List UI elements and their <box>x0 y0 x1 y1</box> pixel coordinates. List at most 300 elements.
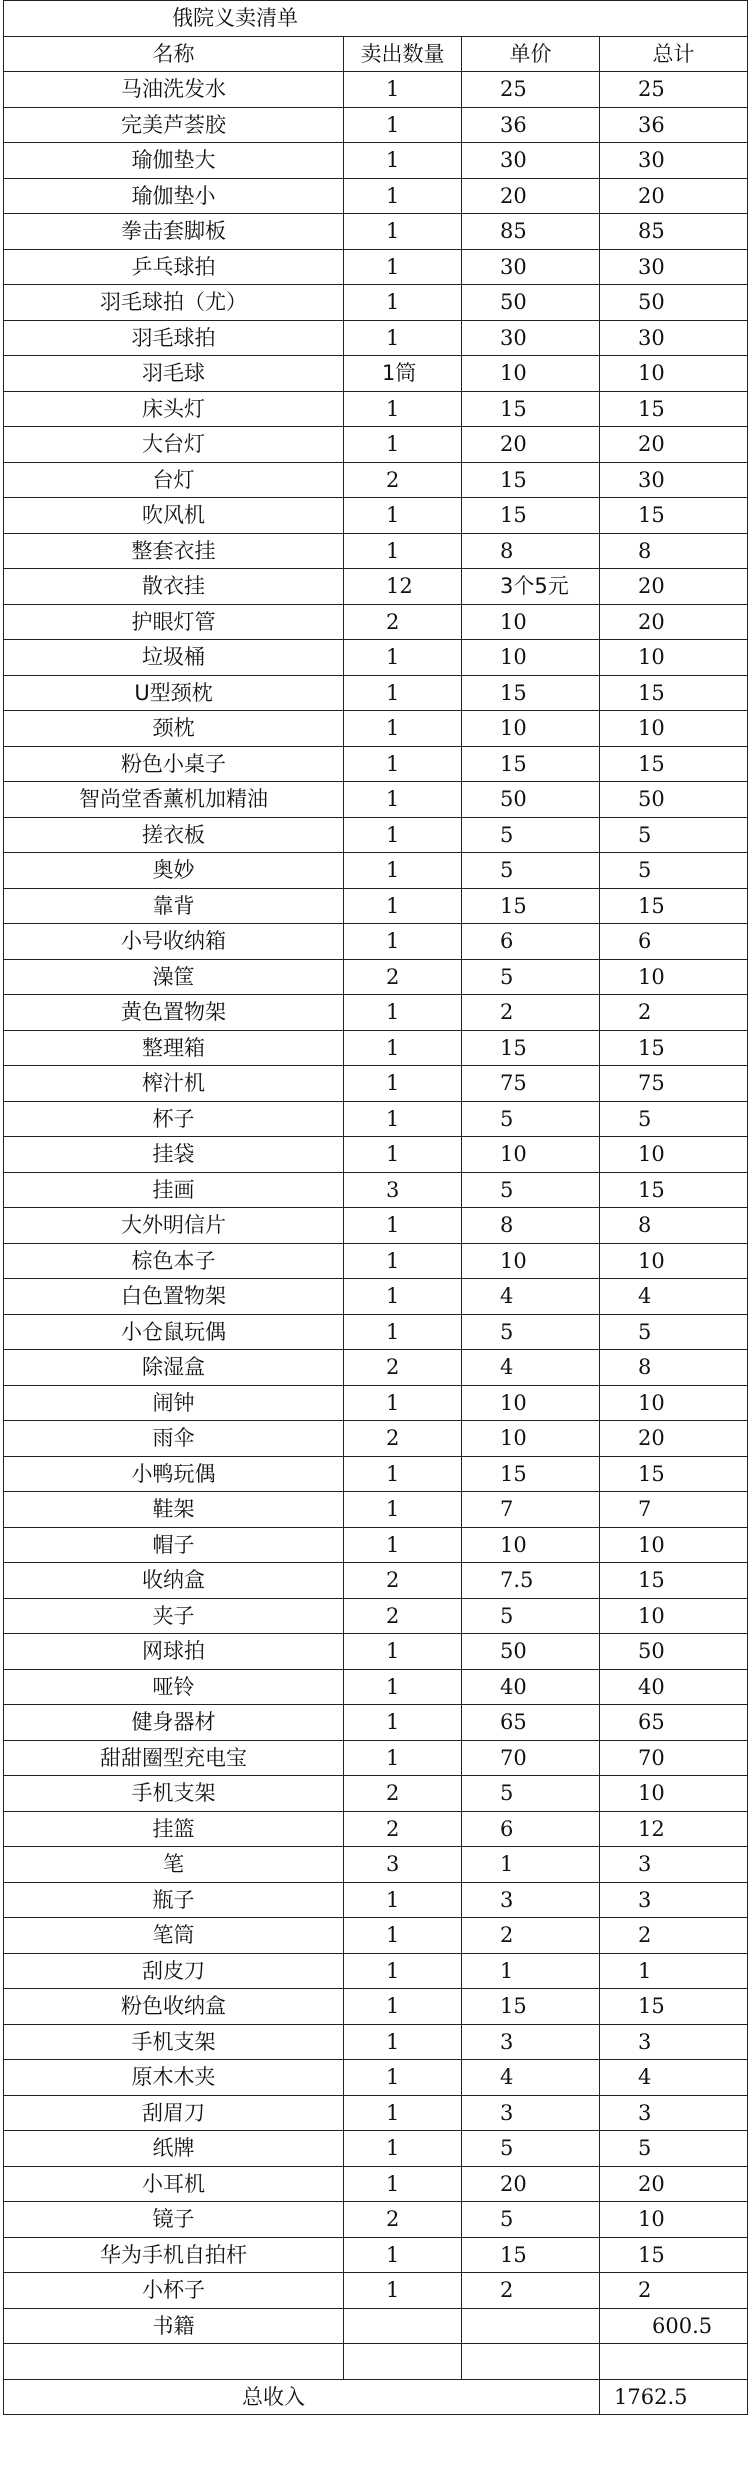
item-name: 棕色本子 <box>4 1243 344 1279</box>
table-row <box>4 1740 748 1776</box>
item-total: 2 <box>600 1918 748 1954</box>
item-unit-price: 1 <box>462 1953 600 1989</box>
item-total: 10 <box>600 640 748 676</box>
table-row <box>4 143 748 179</box>
item-quantity: 1 <box>344 2166 462 2202</box>
item-name: 健身器材 <box>4 1705 344 1741</box>
item-quantity: 2 <box>344 1598 462 1634</box>
item-total: 8 <box>600 1208 748 1244</box>
table-row <box>4 1527 748 1563</box>
item-total: 5 <box>600 817 748 853</box>
item-unit-price: 5 <box>462 1172 600 1208</box>
item-total: 25 <box>600 72 748 108</box>
item-total: 6 <box>600 924 748 960</box>
item-name: 羽毛球拍 <box>4 320 344 356</box>
summary-row <box>4 2379 748 2415</box>
item-unit-price: 75 <box>462 1066 600 1102</box>
table-row <box>4 2060 748 2096</box>
item-total: 8 <box>600 533 748 569</box>
item-total: 15 <box>600 1456 748 1492</box>
table-row <box>4 462 748 498</box>
item-unit-price: 5 <box>462 853 600 889</box>
item-name: 闹钟 <box>4 1385 344 1421</box>
item-name: 除湿盒 <box>4 1350 344 1386</box>
books-name: 书籍 <box>4 2308 344 2344</box>
item-total: 30 <box>600 143 748 179</box>
item-total: 3 <box>600 2024 748 2060</box>
item-quantity: 1 <box>344 391 462 427</box>
item-quantity: 1 <box>344 1705 462 1741</box>
item-unit-price: 10 <box>462 1527 600 1563</box>
item-total: 20 <box>600 2166 748 2202</box>
table-row <box>4 285 748 321</box>
table-row <box>4 214 748 250</box>
item-total: 7 <box>600 1492 748 1528</box>
item-unit-price: 15 <box>462 1030 600 1066</box>
item-name: 华为手机自拍杆 <box>4 2237 344 2273</box>
item-total: 5 <box>600 853 748 889</box>
item-quantity: 1 <box>344 1208 462 1244</box>
item-quantity: 1 <box>344 675 462 711</box>
item-total: 10 <box>600 711 748 747</box>
item-unit-price: 5 <box>462 1598 600 1634</box>
item-unit-price: 5 <box>462 1314 600 1350</box>
item-unit-price: 4 <box>462 1350 600 1386</box>
item-quantity: 1 <box>344 1030 462 1066</box>
item-unit-price: 3 <box>462 2024 600 2060</box>
item-quantity: 1 <box>344 1527 462 1563</box>
item-name: 笔筒 <box>4 1918 344 1954</box>
item-name: 完美芦荟胶 <box>4 107 344 143</box>
item-total: 15 <box>600 498 748 534</box>
item-quantity: 1 <box>344 1918 462 1954</box>
item-name: 榨汁机 <box>4 1066 344 1102</box>
item-total: 15 <box>600 1172 748 1208</box>
item-unit-price: 3 <box>462 2095 600 2131</box>
item-total: 2 <box>600 2273 748 2309</box>
item-name: 原木木夹 <box>4 2060 344 2096</box>
item-quantity: 1 <box>344 1137 462 1173</box>
item-unit-price: 20 <box>462 2166 600 2202</box>
header-unit-price: 单价 <box>462 36 600 72</box>
item-total: 12 <box>600 1811 748 1847</box>
item-total: 3 <box>600 2095 748 2131</box>
item-unit-price: 1 <box>462 1847 600 1883</box>
header-name: 名称 <box>4 36 344 72</box>
table-row <box>4 1137 748 1173</box>
item-quantity: 1 <box>344 320 462 356</box>
table-row <box>4 1918 748 1954</box>
table-row <box>4 2273 748 2309</box>
table-row <box>4 569 748 605</box>
item-quantity: 2 <box>344 1776 462 1812</box>
books-price-cell <box>462 2308 600 2344</box>
item-quantity: 1 <box>344 2237 462 2273</box>
item-quantity: 1 <box>344 72 462 108</box>
item-name: 镜子 <box>4 2202 344 2238</box>
item-name: 床头灯 <box>4 391 344 427</box>
item-unit-price: 5 <box>462 1776 600 1812</box>
item-quantity: 1 <box>344 214 462 250</box>
item-unit-price: 30 <box>462 249 600 285</box>
table-row <box>4 995 748 1031</box>
item-name: 澡筐 <box>4 959 344 995</box>
item-unit-price: 15 <box>462 746 600 782</box>
sheet-title: 俄院义卖清单 <box>4 1 748 37</box>
item-name: 甜甜圈型充电宝 <box>4 1740 344 1776</box>
table-row <box>4 320 748 356</box>
item-name: 刮皮刀 <box>4 1953 344 1989</box>
item-quantity: 1 <box>344 746 462 782</box>
item-total: 5 <box>600 2131 748 2167</box>
item-unit-price: 6 <box>462 1811 600 1847</box>
item-unit-price: 30 <box>462 143 600 179</box>
item-total: 20 <box>600 427 748 463</box>
item-quantity: 1 <box>344 1492 462 1528</box>
item-name: 奥妙 <box>4 853 344 889</box>
blank-row <box>4 2344 748 2380</box>
item-name: 羽毛球拍（尤） <box>4 285 344 321</box>
item-total: 70 <box>600 1740 748 1776</box>
item-quantity: 1 <box>344 782 462 818</box>
header-quantity: 卖出数量 <box>344 36 462 72</box>
item-unit-price: 8 <box>462 1208 600 1244</box>
item-name: 刮眉刀 <box>4 2095 344 2131</box>
item-unit-price: 25 <box>462 72 600 108</box>
item-name: 收纳盒 <box>4 1563 344 1599</box>
blank-cell <box>462 2344 600 2380</box>
item-unit-price: 15 <box>462 2237 600 2273</box>
total-income-label: 总收入 <box>4 2379 600 2415</box>
item-total: 5 <box>600 1314 748 1350</box>
item-total: 10 <box>600 1598 748 1634</box>
item-total: 10 <box>600 2202 748 2238</box>
total-income-value: 1762.5 <box>600 2379 748 2415</box>
item-quantity: 1 <box>344 533 462 569</box>
item-total: 15 <box>600 1030 748 1066</box>
item-unit-price: 5 <box>462 2131 600 2167</box>
item-unit-price: 3个5元 <box>462 569 600 605</box>
item-name: 拳击套脚板 <box>4 214 344 250</box>
item-total: 5 <box>600 1101 748 1137</box>
item-total: 10 <box>600 1527 748 1563</box>
item-unit-price: 4 <box>462 2060 600 2096</box>
table-row <box>4 249 748 285</box>
item-quantity: 1 <box>344 1279 462 1315</box>
blank-cell <box>344 2344 462 2380</box>
item-name: 颈枕 <box>4 711 344 747</box>
item-name: 手机支架 <box>4 2024 344 2060</box>
item-quantity: 1 <box>344 1385 462 1421</box>
table-row <box>4 1953 748 1989</box>
item-total: 15 <box>600 746 748 782</box>
item-total: 15 <box>600 1989 748 2025</box>
table-row <box>4 604 748 640</box>
item-unit-price: 5 <box>462 817 600 853</box>
item-quantity: 1 <box>344 2060 462 2096</box>
item-name: 小鸭玩偶 <box>4 1456 344 1492</box>
table-row <box>4 1989 748 2025</box>
item-quantity: 2 <box>344 1421 462 1457</box>
table-row <box>4 1634 748 1670</box>
item-unit-price: 15 <box>462 888 600 924</box>
item-name: 垃圾桶 <box>4 640 344 676</box>
item-quantity: 1 <box>344 711 462 747</box>
item-name: 纸牌 <box>4 2131 344 2167</box>
item-unit-price: 10 <box>462 1385 600 1421</box>
item-unit-price: 40 <box>462 1669 600 1705</box>
books-total: 600.5 <box>600 2308 748 2344</box>
item-total: 10 <box>600 1385 748 1421</box>
item-name: 羽毛球 <box>4 356 344 392</box>
item-quantity: 1 <box>344 2273 462 2309</box>
sale-list-body <box>4 1 748 2415</box>
item-name: 整套衣挂 <box>4 533 344 569</box>
table-row <box>4 782 748 818</box>
item-total: 15 <box>600 391 748 427</box>
item-unit-price: 5 <box>462 1101 600 1137</box>
item-total: 20 <box>600 1421 748 1457</box>
table-row <box>4 1598 748 1634</box>
item-name: 小杯子 <box>4 2273 344 2309</box>
item-name: 哑铃 <box>4 1669 344 1705</box>
item-quantity: 1 <box>344 143 462 179</box>
item-name: 乒乓球拍 <box>4 249 344 285</box>
table-row <box>4 2024 748 2060</box>
table-row <box>4 1456 748 1492</box>
table-row <box>4 640 748 676</box>
item-quantity: 1 <box>344 888 462 924</box>
table-row <box>4 1385 748 1421</box>
item-unit-price: 36 <box>462 107 600 143</box>
item-unit-price: 20 <box>462 427 600 463</box>
table-row <box>4 2202 748 2238</box>
item-total: 4 <box>600 2060 748 2096</box>
item-name: 瓶子 <box>4 1882 344 1918</box>
table-row <box>4 675 748 711</box>
item-unit-price: 85 <box>462 214 600 250</box>
item-quantity: 1筒 <box>344 356 462 392</box>
item-unit-price: 2 <box>462 2273 600 2309</box>
item-name: 小号收纳箱 <box>4 924 344 960</box>
item-name: 整理箱 <box>4 1030 344 1066</box>
table-row <box>4 1563 748 1599</box>
item-unit-price: 10 <box>462 1137 600 1173</box>
item-quantity: 1 <box>344 107 462 143</box>
item-quantity: 1 <box>344 1101 462 1137</box>
table-row <box>4 1314 748 1350</box>
item-quantity: 1 <box>344 1882 462 1918</box>
item-total: 40 <box>600 1669 748 1705</box>
item-unit-price: 7.5 <box>462 1563 600 1599</box>
table-row <box>4 533 748 569</box>
item-unit-price: 5 <box>462 2202 600 2238</box>
item-unit-price: 3 <box>462 1882 600 1918</box>
item-quantity: 2 <box>344 462 462 498</box>
item-name: U型颈枕 <box>4 675 344 711</box>
books-quantity-cell <box>344 2308 462 2344</box>
item-unit-price: 15 <box>462 1989 600 2025</box>
item-unit-price: 50 <box>462 1634 600 1670</box>
item-quantity: 12 <box>344 569 462 605</box>
table-row <box>4 107 748 143</box>
item-name: 智尚堂香薰机加精油 <box>4 782 344 818</box>
item-name: 帽子 <box>4 1527 344 1563</box>
item-quantity: 1 <box>344 2131 462 2167</box>
item-name: 台灯 <box>4 462 344 498</box>
item-total: 75 <box>600 1066 748 1102</box>
books-row <box>4 2308 748 2344</box>
table-row <box>4 1421 748 1457</box>
item-unit-price: 10 <box>462 356 600 392</box>
item-total: 50 <box>600 782 748 818</box>
item-quantity: 1 <box>344 1669 462 1705</box>
item-unit-price: 10 <box>462 604 600 640</box>
item-quantity: 1 <box>344 498 462 534</box>
item-quantity: 1 <box>344 853 462 889</box>
item-total: 10 <box>600 1137 748 1173</box>
table-row <box>4 1243 748 1279</box>
item-total: 15 <box>600 888 748 924</box>
table-row <box>4 2237 748 2273</box>
table-row <box>4 1172 748 1208</box>
item-quantity: 1 <box>344 427 462 463</box>
item-unit-price: 2 <box>462 995 600 1031</box>
item-quantity: 1 <box>344 1456 462 1492</box>
table-row <box>4 1847 748 1883</box>
item-unit-price: 10 <box>462 1243 600 1279</box>
item-name: 靠背 <box>4 888 344 924</box>
item-total: 15 <box>600 1563 748 1599</box>
table-row <box>4 2095 748 2131</box>
item-name: 马油洗发水 <box>4 72 344 108</box>
item-quantity: 1 <box>344 2024 462 2060</box>
item-total: 20 <box>600 569 748 605</box>
sale-list-table <box>3 0 748 2415</box>
item-total: 8 <box>600 1350 748 1386</box>
item-total: 2 <box>600 995 748 1031</box>
item-name: 手机支架 <box>4 1776 344 1812</box>
item-quantity: 1 <box>344 1243 462 1279</box>
item-name: 吹风机 <box>4 498 344 534</box>
item-name: 护眼灯管 <box>4 604 344 640</box>
item-name: 黄色置物架 <box>4 995 344 1031</box>
item-quantity: 1 <box>344 249 462 285</box>
table-row <box>4 1882 748 1918</box>
item-quantity: 1 <box>344 1989 462 2025</box>
item-name: 粉色小桌子 <box>4 746 344 782</box>
table-row <box>4 498 748 534</box>
item-quantity: 3 <box>344 1172 462 1208</box>
table-row <box>4 2131 748 2167</box>
item-name: 鞋架 <box>4 1492 344 1528</box>
item-unit-price: 5 <box>462 959 600 995</box>
item-quantity: 2 <box>344 1350 462 1386</box>
item-total: 65 <box>600 1705 748 1741</box>
sale-list-sheet <box>3 0 747 2415</box>
table-row <box>4 72 748 108</box>
item-quantity: 1 <box>344 285 462 321</box>
header-row <box>4 36 748 72</box>
table-row <box>4 1208 748 1244</box>
table-row <box>4 427 748 463</box>
table-row <box>4 1279 748 1315</box>
item-total: 30 <box>600 249 748 285</box>
table-row <box>4 1776 748 1812</box>
item-quantity: 3 <box>344 1847 462 1883</box>
item-name: 夹子 <box>4 1598 344 1634</box>
item-quantity: 2 <box>344 604 462 640</box>
table-row <box>4 711 748 747</box>
item-unit-price: 20 <box>462 178 600 214</box>
table-row <box>4 959 748 995</box>
item-total: 20 <box>600 178 748 214</box>
item-total: 36 <box>600 107 748 143</box>
blank-cell <box>4 2344 344 2380</box>
table-row <box>4 2166 748 2202</box>
item-total: 20 <box>600 604 748 640</box>
item-name: 小仓鼠玩偶 <box>4 1314 344 1350</box>
item-quantity: 1 <box>344 817 462 853</box>
table-row <box>4 178 748 214</box>
item-unit-price: 10 <box>462 711 600 747</box>
item-unit-price: 70 <box>462 1740 600 1776</box>
item-unit-price: 15 <box>462 1456 600 1492</box>
title-row <box>4 1 748 37</box>
item-total: 10 <box>600 1776 748 1812</box>
item-unit-price: 8 <box>462 533 600 569</box>
item-quantity: 1 <box>344 1634 462 1670</box>
item-unit-price: 10 <box>462 640 600 676</box>
item-total: 10 <box>600 959 748 995</box>
item-unit-price: 15 <box>462 462 600 498</box>
table-row <box>4 888 748 924</box>
table-row <box>4 1350 748 1386</box>
item-quantity: 2 <box>344 2202 462 2238</box>
table-row <box>4 1492 748 1528</box>
table-row <box>4 1030 748 1066</box>
item-unit-price: 15 <box>462 391 600 427</box>
item-unit-price: 50 <box>462 782 600 818</box>
item-name: 挂画 <box>4 1172 344 1208</box>
item-total: 3 <box>600 1847 748 1883</box>
table-row <box>4 391 748 427</box>
item-quantity: 2 <box>344 1811 462 1847</box>
item-quantity: 2 <box>344 1563 462 1599</box>
item-name: 挂篮 <box>4 1811 344 1847</box>
item-unit-price: 2 <box>462 1918 600 1954</box>
item-name: 杯子 <box>4 1101 344 1137</box>
item-total: 10 <box>600 356 748 392</box>
item-total: 15 <box>600 675 748 711</box>
item-total: 50 <box>600 1634 748 1670</box>
item-unit-price: 65 <box>462 1705 600 1741</box>
item-unit-price: 15 <box>462 498 600 534</box>
item-name: 散衣挂 <box>4 569 344 605</box>
blank-cell <box>600 2344 748 2380</box>
item-total: 30 <box>600 320 748 356</box>
item-total: 1 <box>600 1953 748 1989</box>
item-unit-price: 6 <box>462 924 600 960</box>
item-quantity: 2 <box>344 959 462 995</box>
table-row <box>4 924 748 960</box>
item-name: 粉色收纳盒 <box>4 1989 344 2025</box>
item-total: 15 <box>600 2237 748 2273</box>
item-unit-price: 4 <box>462 1279 600 1315</box>
item-name: 大台灯 <box>4 427 344 463</box>
item-quantity: 1 <box>344 1740 462 1776</box>
table-row <box>4 1101 748 1137</box>
